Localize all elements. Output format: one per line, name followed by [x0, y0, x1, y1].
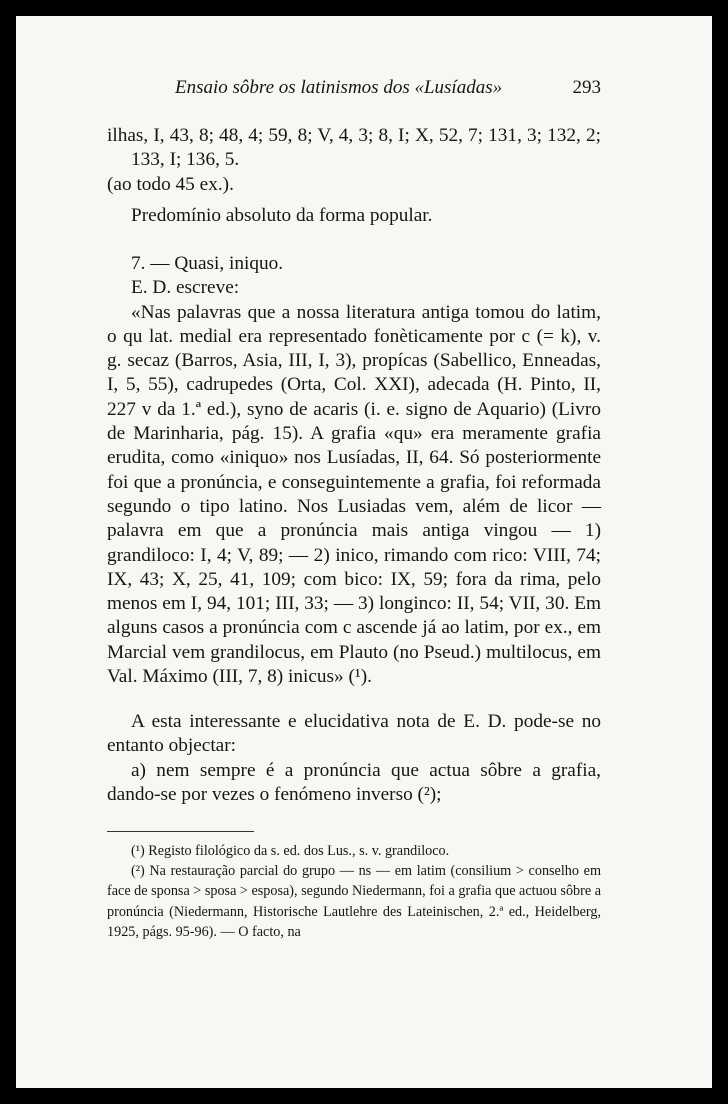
- ed-writes-line: E. D. escreve:: [131, 277, 240, 299]
- footnote-2: (²) Na restauração parcial do grupo — ns — em latim (consilium > conselho em face de sponsa > sposa > esposa), segundo Niedermann, foi a grafia que actuou sôbre a pronúncia (Niedermann, Historische Lautlehre des Lateinischen, 2.ª ed., Heidelberg, 1925, págs. 95-96). — O facto, na: [107, 863, 601, 940]
- running-title: Ensaio sôbre os latinismos dos «Lusíadas»: [175, 77, 503, 98]
- conclusion-paragraph: Predomínio absoluto da forma popular.: [131, 205, 433, 226]
- ilhas-total: (ao todo 45 ex.).: [107, 173, 234, 195]
- running-header: [107, 73, 601, 103]
- footnotes: [107, 841, 601, 942]
- footnote-1: (¹) Registo filológico da s. ed. dos Lus., s. v. grandiloco.: [131, 843, 450, 859]
- ed-quote-paragraph: «Nas palavras que a nossa literatura antiga tomou do latim, o qu lat. medial era representado fonèticamente por c (= k), v. g. secaz (Barros, Asia, III, I, 3), propícas (Sabellico, Enneadas, I, 5, 55), cadrupedes (Orta, Col. XXI), adecada (H. Pinto, II, 227 v da 1.ª ed.), syno de acaris (i. e. signo de Aquario) (Livro de Marinharia, pág. 15). A grafia «qu» era meramente grafia erudita, como «iniquo» nos Lusíadas, II, 64. Só posteriormente foi que a pronúncia, e conseguintemente a grafia, foi reformada segundo o tipo latino. Nos Lusiadas vem, além de licor — palavra em que a pronúncia mais antiga vingou — 1) grandiloco: I, 4; V, 89; — 2) inico, rimando com rico: VIII, 74; IX, 43; X, 25, 41, 109; com bico: IX, 59; fora da rima, pelo menos em I, 94, 101; III, 33; — 3) longinco: II, 54; VII, 30. Em alguns casos a pronúncia com c ascende já ao latim, por ex., em Marcial vem grandilocus, em Plauto (no Pseud.) multilocus, em Val. Máximo (III, 7, 8) inicus» (¹).: [107, 301, 601, 688]
- section-heading: 7. — Quasi, iniquo.: [131, 253, 284, 274]
- ilhas-occurrences: [107, 124, 601, 197]
- section-7: [107, 252, 601, 689]
- objection-intro: A esta interessante e elucidativa nota de E. D. pode-se no entanto objectar:: [107, 711, 601, 757]
- objection-point-a: a) nem sempre é a pronúncia que actua sôbre a grafia, dando-se por vezes o fenómeno inverso (²);: [107, 759, 601, 805]
- book-page: [16, 16, 712, 1088]
- page-number: 293: [572, 77, 601, 98]
- conclusion-block: [107, 204, 601, 228]
- objection-block: [107, 710, 601, 807]
- footnote-divider: [107, 831, 254, 832]
- ilhas-list: ilhas, I, 43, 8; 48, 4; 59, 8; V, 4, 3; 8, I; X, 52, 7; 131, 3; 132, 2; 133, I; 136, 5.: [107, 125, 601, 171]
